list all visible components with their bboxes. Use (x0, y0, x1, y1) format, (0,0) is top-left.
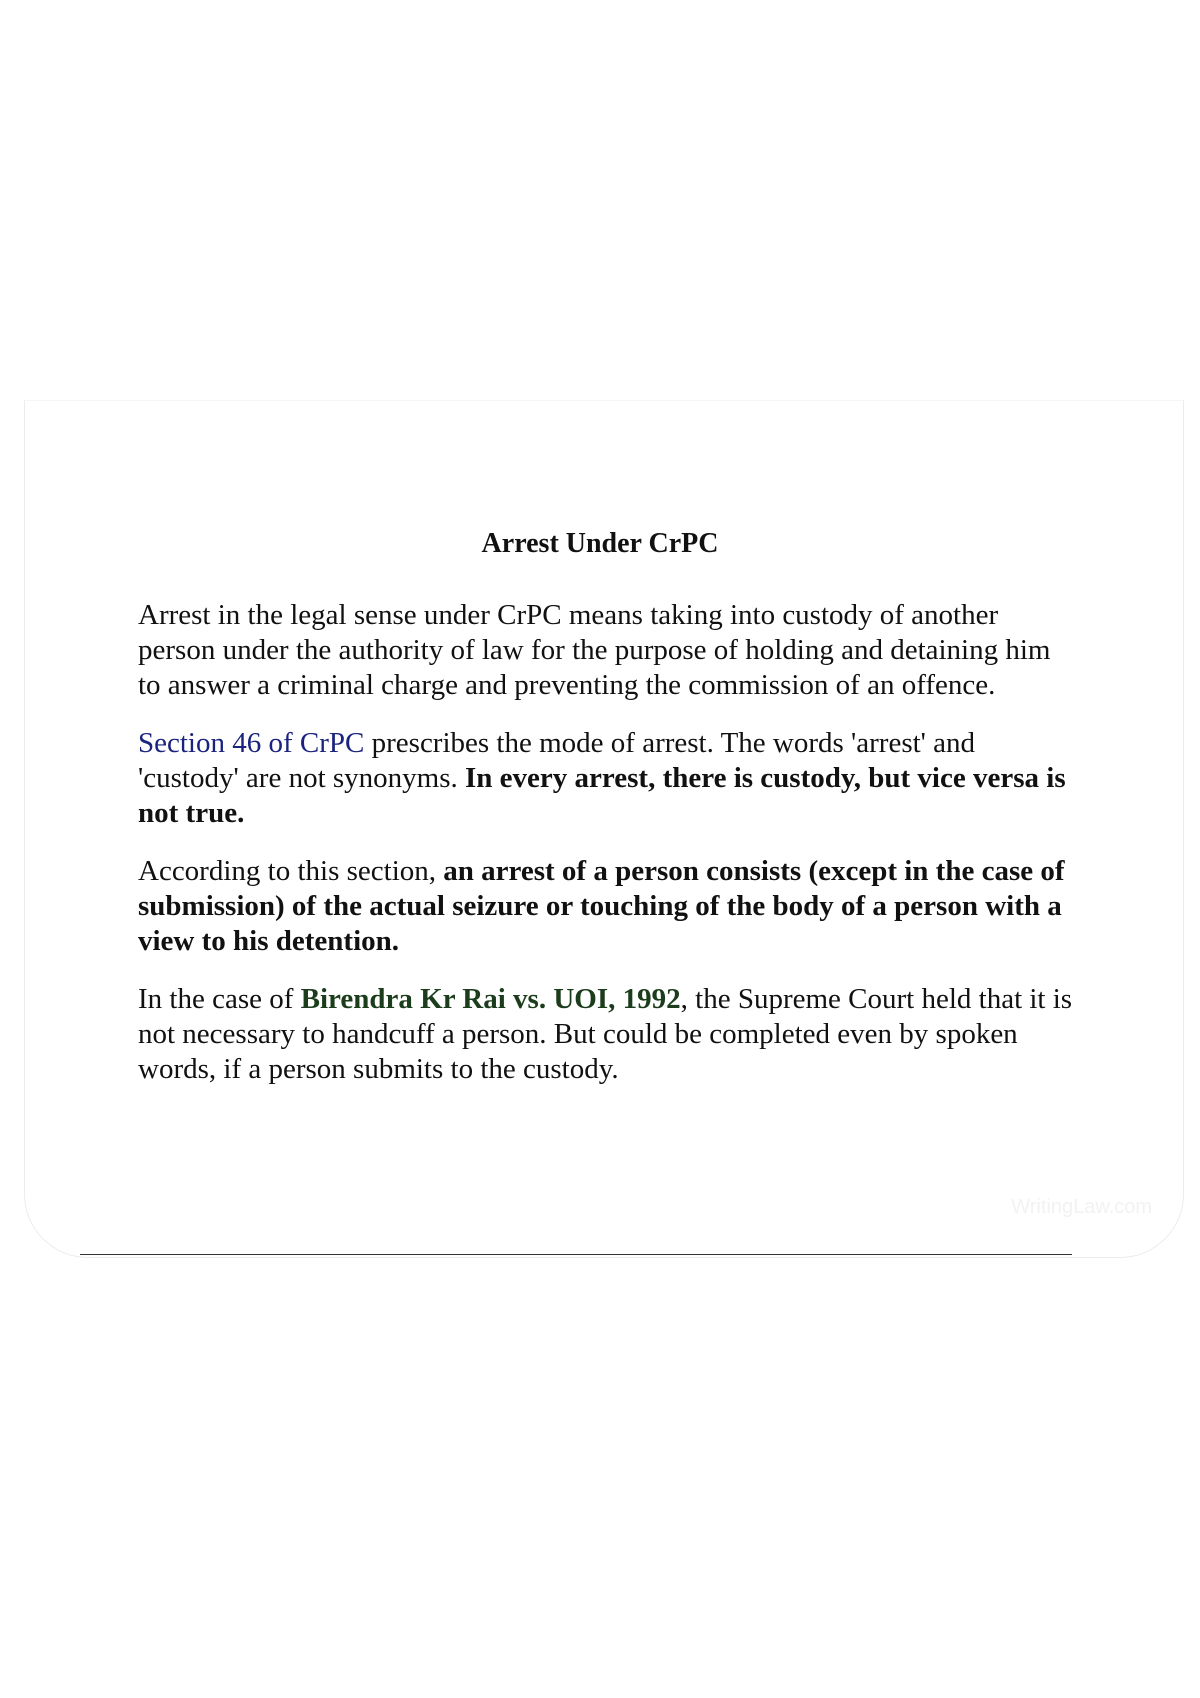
section-46-link[interactable]: Section 46 of CrPC (138, 727, 365, 759)
paragraph-text: In the case of (138, 983, 301, 1015)
paragraph-case-law (138, 982, 1078, 1087)
horizontal-divider (80, 1254, 1072, 1255)
paragraph-text: According to this section, (138, 855, 444, 887)
paragraph-text: , the Supreme Court held that it is not necessary to handcuff a person. But could be completed even by spoken words, if a person submits to the custody. (138, 983, 1073, 1085)
case-citation: Birendra Kr Rai vs. UOI, 1992 (300, 983, 681, 1015)
emphasis-text: an arrest of a person consists (except in the case of submission) of the actual seizure or touching of the body of a person with a view to his detention. (138, 855, 1065, 957)
watermark: WritingLaw.com (1011, 1196, 1152, 1218)
paragraph-definition: Arrest in the legal sense under CrPC means taking into custody of another person under the authority of law for the purpose of holding and detaining him to answer a criminal charge and preventing the commission of an offence. (138, 599, 1051, 701)
document-body (138, 598, 1078, 1110)
paragraph-text: prescribes the mode of arrest. The words 'arrest' and 'custody' are not synonyms. (138, 727, 976, 794)
paragraph-section-46 (138, 726, 1078, 831)
page-title: Arrest Under CrPC (481, 528, 719, 559)
paragraph-arrest-meaning (138, 854, 1078, 959)
emphasis-text: In every arrest, there is custody, but vice versa is not true. (138, 762, 1066, 829)
